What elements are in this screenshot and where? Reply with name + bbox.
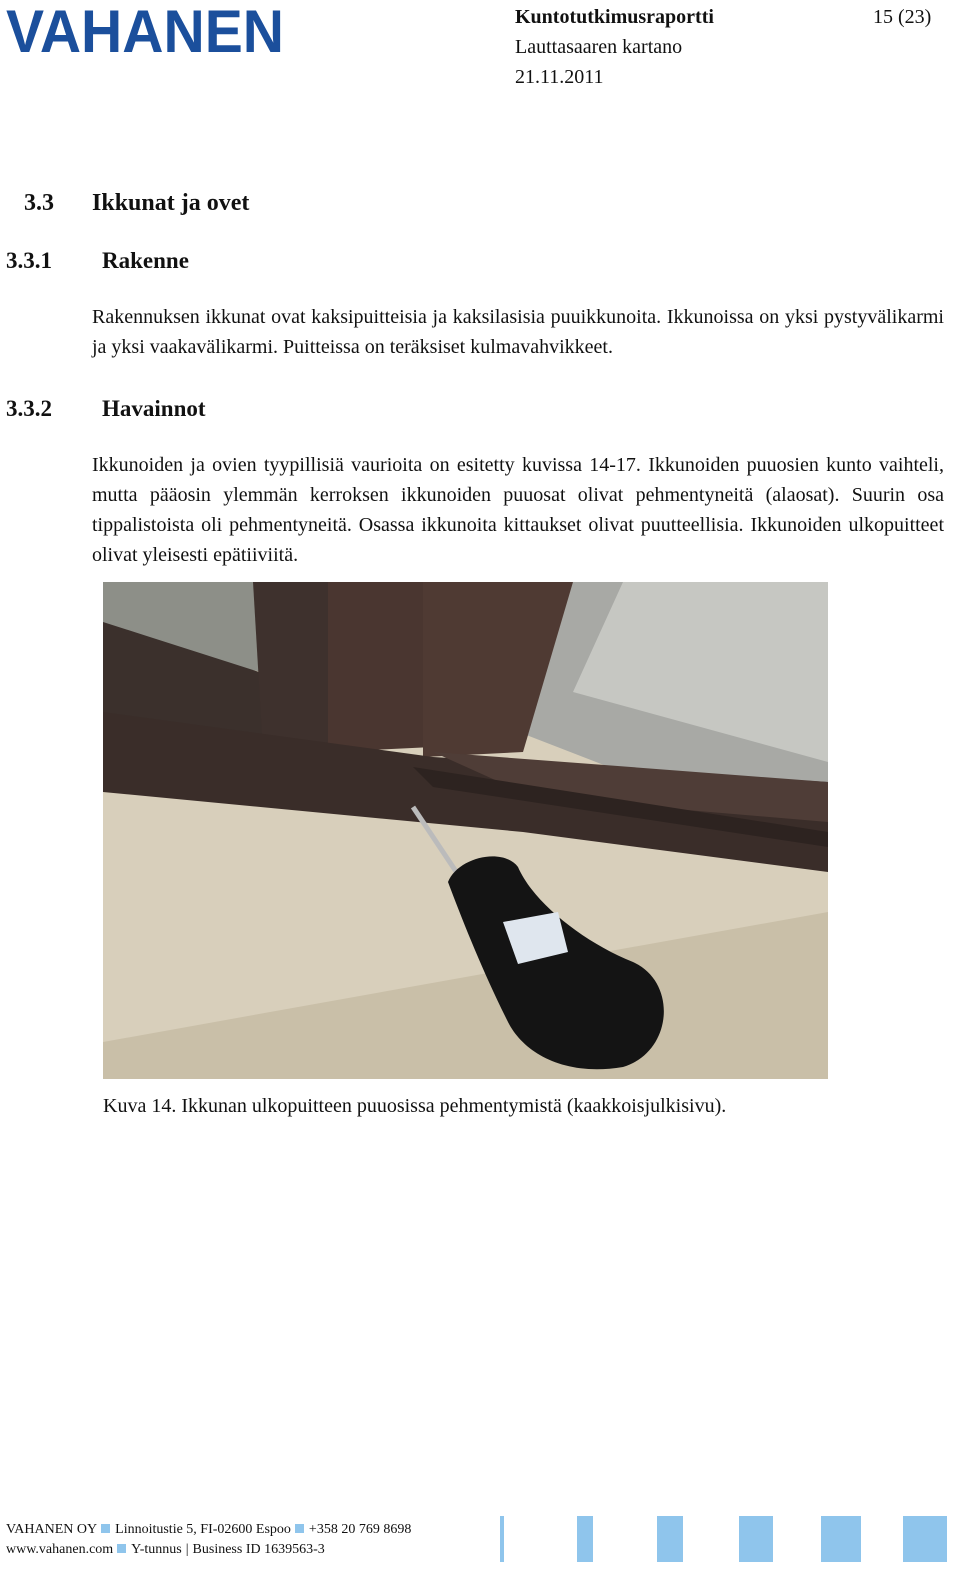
footer-ytunnus: Y-tunnus [131,1542,182,1557]
section-title: Ikkunat ja ovet [92,190,250,216]
rakenne-paragraph: Rakennuksen ikkunat ovat kaksipuitteisia ja kaksilasisia puuikkunoita. Ikkunoissa on yksi pystyvälikarmi ja yksi vaakavälikarmi. Puitteissa on teräksiset kulmavahvikkeet. [92,306,944,358]
subsection-number-havainnot: 3.3.2 [6,396,52,421]
square-separator-icon [295,1524,304,1533]
square-separator-icon [117,1544,126,1553]
logo-text: VAHANEN [6,2,284,58]
footer-phone: +358 20 769 8698 [308,1522,412,1537]
subsection-title-rakenne: Rakenne [102,248,189,273]
vahanen-logo [6,2,286,58]
window-frame-photo [103,582,828,1079]
footer-line-1 [6,1520,411,1540]
footer-address: Linnoitustie 5, FI-02600 Espoo [115,1522,291,1537]
footer-business-id: Business ID 1639563-3 [192,1542,325,1557]
footer-line-2 [6,1540,325,1560]
footer-divider: | [185,1542,189,1557]
footer-web: www.vahanen.com [6,1542,114,1557]
footer-decorative-bars [495,1516,955,1562]
footer-company: VAHANEN OY [6,1522,98,1537]
section-number: 3.3 [24,190,54,216]
subsection-title-havainnot: Havainnot [102,396,206,421]
subsection-number-rakenne: 3.3.1 [6,248,52,273]
havainnot-paragraph: Ikkunoiden ja ovien tyypillisiä vaurioita on esitetty kuvissa 14-17. Ikkunoiden puuosien kunto vaihteli, mutta pääosin ylemmän kerroksen ikkunoiden puuosat olivat pehmentyneitä (alaosat). Suurin osa tippalistoista oli pehmentyneitä. Osassa ikkunoita kittaukset olivat puutteellisia. Ikkunoiden ulkopuitteet olivat yleisesti epätiiviitä. [92,454,944,566]
report-subtitle: Lauttasaaren kartano [515,36,683,58]
page-number: 15 (23) [873,6,932,28]
figure-caption: Kuva 14. Ikkunan ulkopuitteen puuosissa pehmentymistä (kaakkoisjulkisivu). [103,1095,727,1117]
report-date: 21.11.2011 [515,66,604,88]
report-title: Kuntotutkimusraportti [515,6,714,28]
square-separator-icon [101,1524,110,1533]
